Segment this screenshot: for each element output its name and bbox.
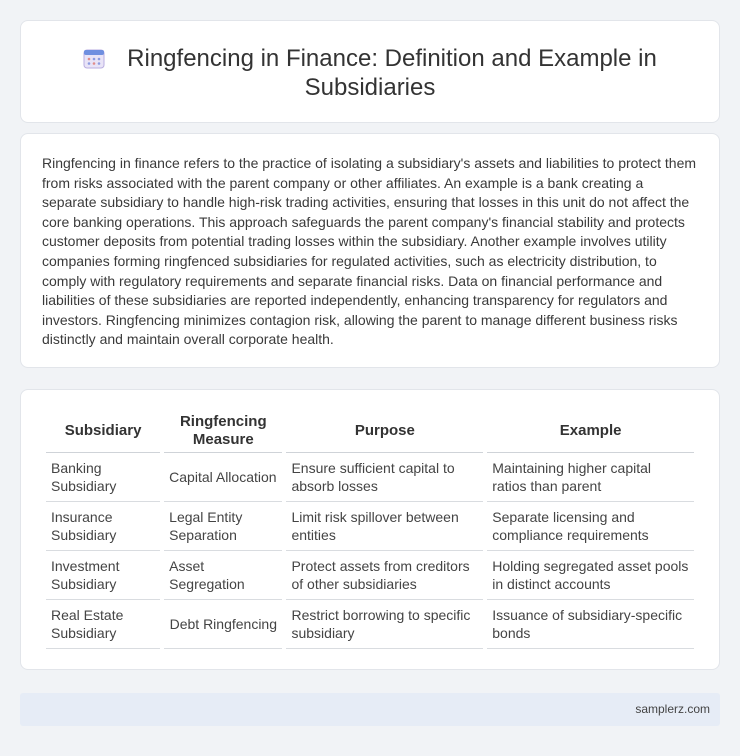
cell-example: Issuance of subsidiary-specific bonds xyxy=(487,600,694,649)
column-header-subsidiary: Subsidiary xyxy=(46,409,160,453)
cell-example: Maintaining higher capital ratios than parent xyxy=(487,453,694,502)
table-row xyxy=(46,551,694,600)
cell-example: Holding segregated asset pools in distinct accounts xyxy=(487,551,694,600)
column-header-example: Example xyxy=(487,409,694,453)
intro-card xyxy=(20,133,720,368)
cell-measure: Capital Allocation xyxy=(164,453,282,502)
footer-site-link[interactable]: samplerz.com xyxy=(635,702,710,716)
table-row xyxy=(46,453,694,502)
column-header-purpose: Purpose xyxy=(286,409,483,453)
cell-measure: Asset Segregation xyxy=(164,551,282,600)
cell-measure: Debt Ringfencing xyxy=(164,600,282,649)
cell-subsidiary: Investment Subsidiary xyxy=(46,551,160,600)
intro-paragraph: Ringfencing in finance refers to the practice of isolating a subsidiary's assets and liabilities to protect them from risks associated with the parent company or other affiliates. An example is a bank creating a separate subsidiary to handle high-risk trading activities, ensuring that losses in this unit do not affect the core banking operations. This approach safeguards the parent company's financial stability and protects customer deposits from potential trading losses within the subsidiary. Another example involves utility companies forming ringfenced subsidiaries for regulated activities, such as electricity distribution, to comply with regulatory requirements and separate financial risks. Data on financial performance and liabilities of these subsidiaries are reported independently, enhancing transparency for regulators and investors. Ringfencing minimizes contagion risk, allowing the parent to manage different business risks distinctly and maintain overall corporate health. xyxy=(42,155,697,348)
ringfencing-table xyxy=(42,409,698,649)
title-card xyxy=(20,20,720,123)
page-title xyxy=(21,44,719,102)
table-row xyxy=(46,502,694,551)
cell-subsidiary: Real Estate Subsidiary xyxy=(46,600,160,649)
cell-example: Separate licensing and compliance requirements xyxy=(487,502,694,551)
calendar-icon xyxy=(83,47,105,69)
table-row xyxy=(46,600,694,649)
cell-purpose: Protect assets from creditors of other subsidiaries xyxy=(286,551,483,600)
cell-subsidiary: Insurance Subsidiary xyxy=(46,502,160,551)
cell-purpose: Restrict borrowing to specific subsidiary xyxy=(286,600,483,649)
cell-purpose: Limit risk spillover between entities xyxy=(286,502,483,551)
cell-measure: Legal Entity Separation xyxy=(164,502,282,551)
footer-bar xyxy=(20,693,720,726)
cell-purpose: Ensure sufficient capital to absorb losses xyxy=(286,453,483,502)
cell-subsidiary: Banking Subsidiary xyxy=(46,453,160,502)
table-card xyxy=(20,389,720,670)
table-header-row xyxy=(46,409,694,453)
page-title-text: Ringfencing in Finance: Definition and Example in Subsidiaries xyxy=(127,45,657,101)
column-header-measure: Ringfencing Measure xyxy=(164,409,282,453)
